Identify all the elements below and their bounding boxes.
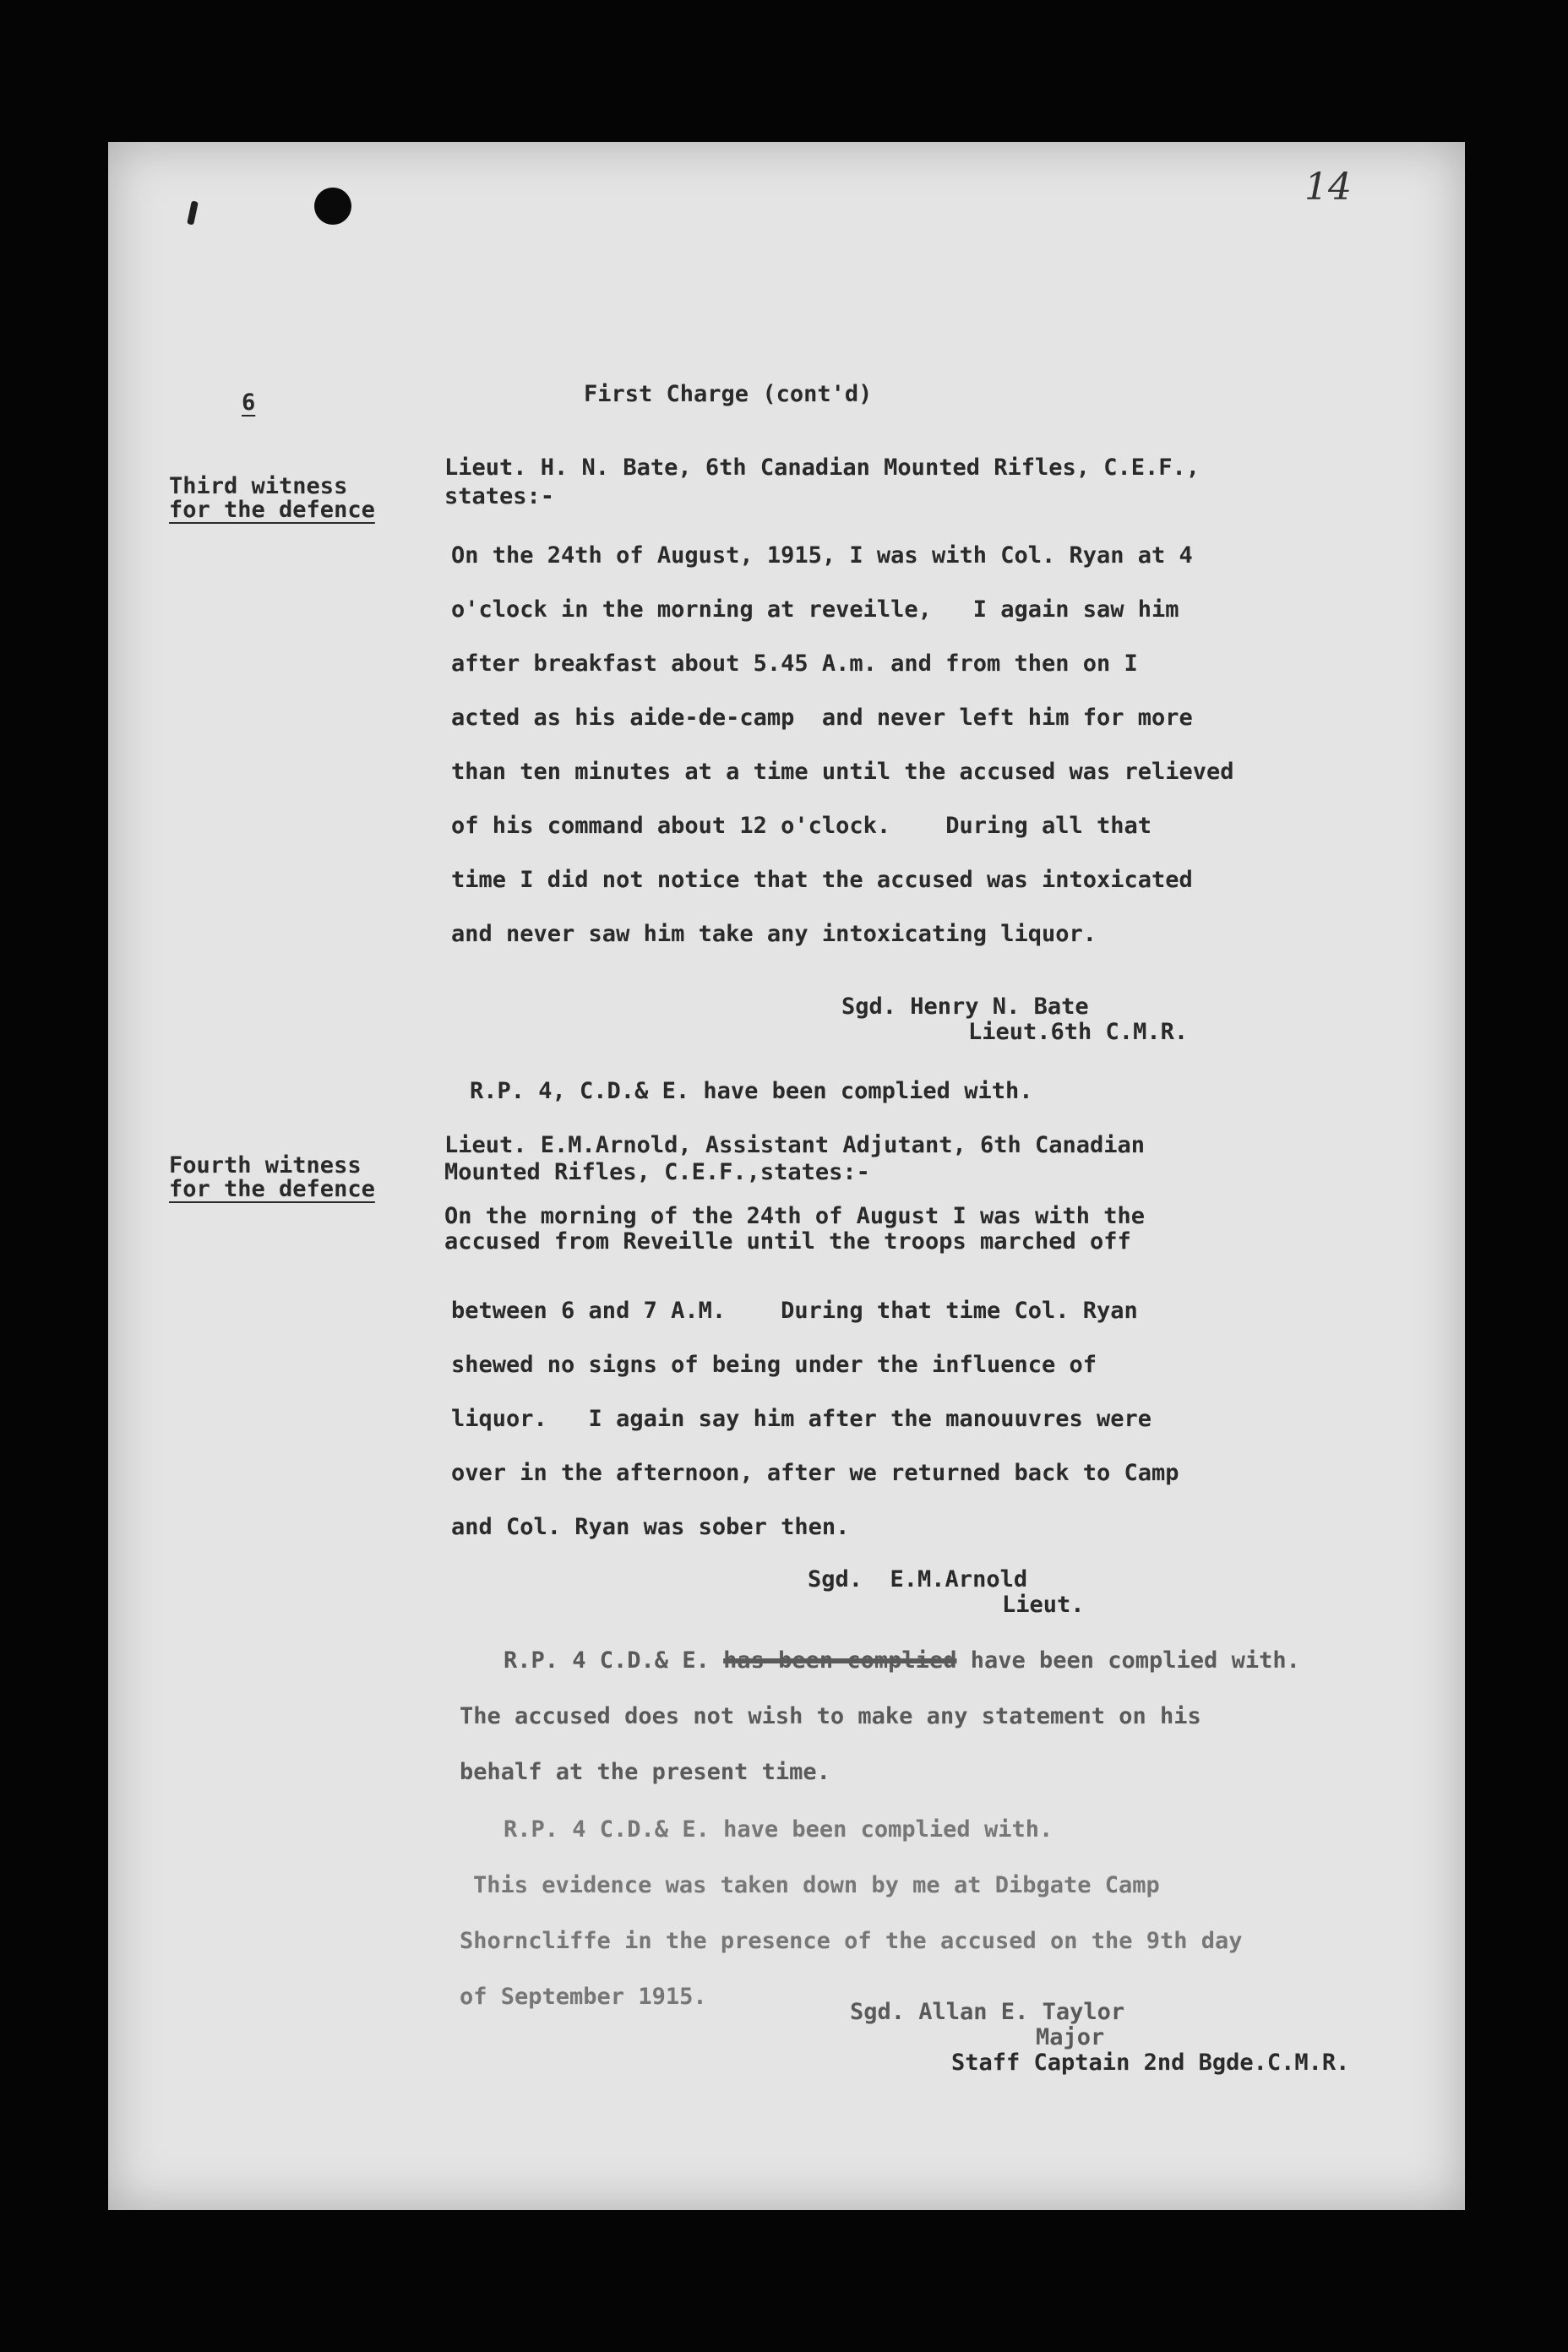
fourth-witness-line: shewed no signs of being under the influence of	[451, 1352, 1097, 1378]
fourth-witness-intro-line1: Lieut. E.M.Arnold, Assistant Adjutant, 6th Canadian	[444, 1132, 1146, 1158]
compliance-prefix: R.P. 4 C.D.& E.	[504, 1647, 710, 1674]
fourth-witness-label-line2: for the defence	[169, 1176, 375, 1202]
final-signature-name: Sgd. Allan E. Taylor	[850, 1999, 1125, 2025]
third-witness-line: of his command about 12 o'clock. During all that	[451, 813, 1152, 839]
compliance-note: R.P. 4, C.D.& E. have been complied with.	[470, 1078, 1033, 1104]
closing-line: This evidence was taken down by me at Dibgate Camp	[473, 1872, 1160, 1898]
fourth-witness-line: liquor. I again say him after the manouuvres were	[451, 1406, 1152, 1432]
fourth-witness-intro-line2: Mounted Rifles, C.E.F.,states:-	[444, 1159, 870, 1185]
closing-line: of September 1915.	[460, 1984, 707, 2010]
third-witness-line: On the 24th of August, 1915, I was with Col. Ryan at 4	[451, 542, 1193, 569]
third-witness-line: o'clock in the morning at reveille, I again saw him	[451, 596, 1179, 623]
third-witness-label-line2: for the defence	[169, 497, 375, 523]
fourth-witness-label-line1: Fourth witness	[169, 1152, 362, 1179]
closing-line: Shorncliffe in the presence of the accused on the 9th day	[460, 1928, 1243, 1954]
document-page	[108, 142, 1465, 2210]
compliance-suffix: have been complied with.	[970, 1647, 1300, 1674]
page-number: 14	[1304, 166, 1352, 209]
statement-line: behalf at the present time.	[460, 1759, 830, 1785]
statement-line: The accused does not wish to make any statement on his	[460, 1703, 1201, 1729]
fourth-witness-signature-name: Sgd. E.M.Arnold	[808, 1566, 1028, 1592]
section-number: 6	[242, 389, 256, 416]
fourth-witness-line: over in the afternoon, after we returned back to Camp	[451, 1460, 1179, 1486]
fourth-witness-signature-rank: Lieut.	[1002, 1592, 1085, 1618]
fourth-witness-line: On the morning of the 24th of August I was with the	[444, 1203, 1146, 1229]
compliance-note-2	[504, 1647, 1300, 1674]
third-witness-label-line1: Third witness	[169, 473, 348, 499]
final-signature-rank: Major	[1036, 2024, 1105, 2050]
page-title: First Charge (cont'd)	[584, 381, 873, 407]
third-witness-intro-line1: Lieut. H. N. Bate, 6th Canadian Mounted Rifles, C.E.F.,	[444, 455, 1200, 481]
third-witness-signature-rank: Lieut.6th C.M.R.	[968, 1019, 1189, 1045]
final-signature-title: Staff Captain 2nd Bgde.C.M.R.	[951, 2050, 1350, 2076]
struck-text: has been complied	[723, 1647, 957, 1674]
third-witness-line: time I did not notice that the accused was intoxicated	[451, 867, 1193, 893]
ink-mark	[187, 200, 199, 225]
third-witness-intro-line2: states:-	[444, 483, 555, 509]
third-witness-line: after breakfast about 5.45 A.m. and from then on I	[451, 651, 1138, 677]
compliance-note-3: R.P. 4 C.D.& E. have been complied with.	[504, 1816, 1054, 1843]
fourth-witness-line: and Col. Ryan was sober then.	[451, 1514, 850, 1540]
fourth-witness-line: between 6 and 7 A.M. During that time Col. Ryan	[451, 1298, 1138, 1324]
third-witness-signature-name: Sgd. Henry N. Bate	[841, 994, 1089, 1020]
third-witness-line: and never saw him take any intoxicating liquor.	[451, 921, 1097, 947]
third-witness-line: than ten minutes at a time until the accused was relieved	[451, 759, 1234, 785]
punch-hole	[314, 188, 351, 225]
third-witness-line: acted as his aide-de-camp and never left him for more	[451, 705, 1193, 731]
fourth-witness-line: accused from Reveille until the troops marched off	[444, 1228, 1131, 1255]
